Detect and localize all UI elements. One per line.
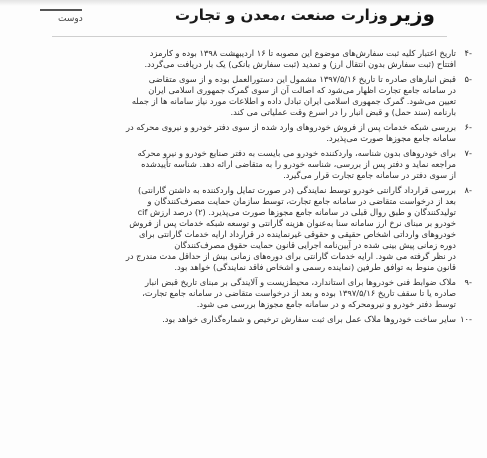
clause-number: -۷ bbox=[464, 148, 472, 158]
clause-number: -۹ bbox=[464, 277, 472, 287]
clause-line: برای خودروهای بدون شناسه، واردکننده خودرو می بایست به دفتر صنایع خودرو و نیرو محرکه bbox=[137, 148, 456, 158]
clause-item bbox=[62, 314, 472, 325]
clause-line: سامانه جامع مجوزها صورت می‌پذیرد. bbox=[326, 133, 456, 143]
clause-item bbox=[62, 48, 472, 70]
clause-line: خودروهای وارداتی اشخاص حقیقی و حقوقی غیرنماینده در قرارداد ارایه خدمات گارانتی برای bbox=[139, 229, 456, 239]
clause-item bbox=[62, 122, 472, 144]
document-body bbox=[62, 48, 472, 329]
clause-line: افتتاح (ثبت سفارش بدون انتقال ارز) و تمدید (ثبت سفارش بانکی) یک بار دریافت می‌گردد. bbox=[144, 59, 456, 69]
clause-item bbox=[62, 277, 472, 310]
clause-number: -۴ bbox=[464, 48, 472, 58]
clause-number: -۶ bbox=[464, 122, 472, 132]
clause-line: توسط دفتر خودرو و نیرومحرکه و در سامانه جامع مجوزها بررسی می شود. bbox=[196, 299, 456, 309]
clause-line: تاریخ اعتبار کلیه ثبت سفارش‌های موضوع این مصوبه تا ۱۶ اردیبهشت ۱۳۹۸ بوده و کارمزد bbox=[149, 48, 456, 58]
clause-line: ملاک ضوابط فنی خودروها برای استاندارد، محیط‌زیست و آلایندگی بر مبنای تاریخ قبض انبار bbox=[145, 277, 456, 287]
clause-item bbox=[62, 185, 472, 273]
clause-line: بررسی شبکه خدمات پس از فروش خودروهای وارد شده از سوی دفتر خودرو و نیروی محرکه در bbox=[125, 122, 456, 132]
minister-heading: وزیر bbox=[391, 2, 435, 26]
clause-item bbox=[62, 148, 472, 181]
stamp-text: دوست bbox=[58, 14, 83, 24]
clause-line: قانون منوط به توافق طرفین (نماینده رسمی و اشخاص فاقد نمایندگی) خواهد بود. bbox=[174, 262, 456, 272]
clause-line: بررسی قرارداد گارانتی خودرو توسط نمایندگی (در صورت تمایل واردکننده به داشتن گارانتی) bbox=[138, 185, 456, 195]
clause-item bbox=[62, 74, 472, 118]
clause-line: قبض انبارهای صادره تا تاریخ ۱۳۹۷/۵/۱۶ مشمول این دستورالعمل بوده و از سوی متقاضی bbox=[148, 74, 456, 84]
header-stamp-mark bbox=[40, 6, 100, 32]
clause-line: دوره زمانی پیش بینی شده در آیین‌نامه اجرایی قانون حمایت حقوق مصرف‌کنندگان bbox=[174, 240, 456, 250]
clause-line: در سامانه جامع تجارت اظهار می‌شود که اصالت آن از سوی گمرک جمهوری اسلامی ایران bbox=[148, 85, 456, 95]
clause-line: از سوی دفتر در سامانه جامع تجارت قرار می‌گیرد. bbox=[283, 170, 456, 180]
clause-line: مراجعه نماید و دفتر پس از بررسی، شناسه خودرو را به متقاضی ارائه دهد. شناسه تأییدشده bbox=[141, 159, 456, 169]
header-divider bbox=[52, 36, 447, 37]
clause-line: در نظر گرفته می شود. ارایه خدمات گارانتی برای دوره‌های زمانی بیش از حداقل مدت مندرج در bbox=[125, 251, 456, 261]
clause-line: بارنامه (سند حمل) و قبض انبار را در اسرع وقت عملیاتی می کند. bbox=[230, 107, 456, 117]
clause-line: صادره یا تا سقف تاریخ ۱۳۹۷/۵/۱۶ بوده و بعد از درخواست متقاضی در سامانه جامع تجارت، bbox=[142, 288, 456, 298]
clause-line: سایر ساخت خودروها ملاک عمل برای ثبت سفارش ترخیص و شماره‌گذاری خواهد بود. bbox=[162, 314, 456, 324]
clause-line: خودرو بر مبنای نرخ ارز سامانه سنا به‌عنوان هزینه گارانتی و توسعه شبکه خدمات پس از فروش bbox=[129, 218, 456, 228]
clause-number: -۵ bbox=[464, 74, 472, 84]
clause-number: -۸ bbox=[464, 185, 472, 195]
clause-line: تعیین می‌شود. گمرک جمهوری اسلامی ایران تبادل داده و اطلاعات مورد نیاز سامانه ها از جمله bbox=[131, 96, 456, 106]
clause-line: بعد از درخواست متقاضی در سامانه جامع تجارت، توسط سازمان حمایت مصرف‌کنندگان و bbox=[147, 196, 456, 206]
ministry-title: وزارت صنعت ،معدن و تجارت bbox=[175, 6, 388, 24]
stamp-line bbox=[40, 9, 82, 11]
clause-number: -۱۰ bbox=[460, 314, 472, 324]
clause-line: تولیدکنندگان و طبق روال قبلی در سامانه جامع مجوزها صورت می‌پذیرد. (۲) درصد ارزش cif bbox=[137, 207, 456, 217]
